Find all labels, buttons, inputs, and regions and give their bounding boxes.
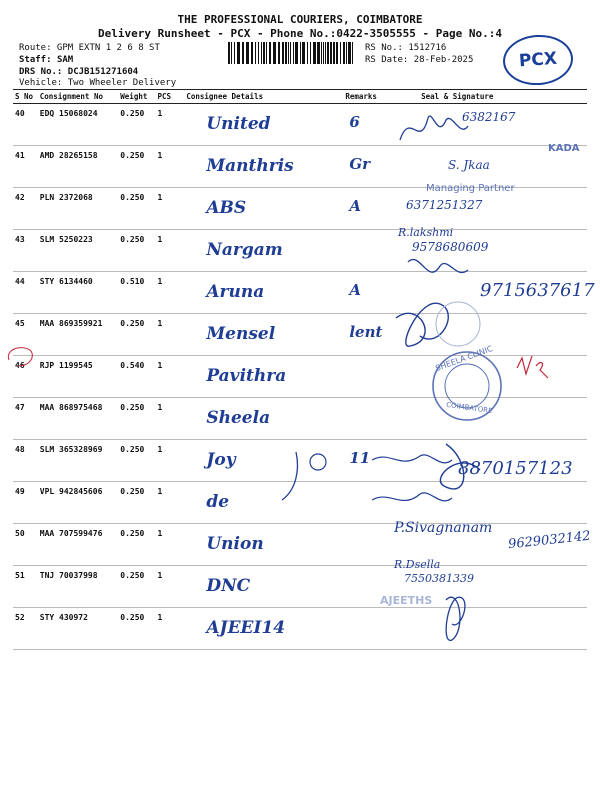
cell-seal-signature [401,314,587,356]
barcode-bar [258,42,259,64]
table-row [13,230,587,272]
barcode-bar [323,42,324,64]
cell-consignee-details [184,608,343,650]
cell-remarks [343,188,401,230]
cell-pcs: 1 [155,314,184,356]
runsheet-table [13,89,587,650]
header-remarks: Remarks [343,90,401,104]
cell-consignee-details [184,566,343,608]
cell-sno: 49 [13,482,38,524]
barcode-bar [321,42,322,64]
table-row [13,146,587,188]
cell-remarks [343,272,401,314]
consignee-handwriting: DNC [206,576,251,596]
remark-handwriting: A [349,281,361,299]
barcode-bar [317,42,320,64]
header-weight: Weight [118,90,155,104]
barcode-bar [327,42,329,64]
barcode-bar [234,42,235,64]
cell-remarks [343,398,401,440]
header-seal-signature: Seal & Signature [401,90,587,104]
cell-pcs: 1 [155,482,184,524]
barcode-bar [300,42,301,64]
cell-weight: 0.250 [118,440,155,482]
table-row [13,482,587,524]
table-row [13,314,587,356]
barcode-bar [333,42,335,64]
cell-pcs: 1 [155,104,184,146]
cell-weight: 0.250 [118,314,155,356]
cell-weight: 0.510 [118,272,155,314]
barcode-bar [348,42,351,64]
cell-seal-signature [401,608,587,650]
remark-handwriting: lent [349,323,383,341]
cell-consignment-no: RJP 1199545 [38,356,119,398]
clinic-stamp-name: SHEELA CLINIC [434,343,494,374]
signature-row43: R.lakshmi [398,226,454,239]
barcode-bar [346,42,347,64]
cell-remarks [343,230,401,272]
cell-weight: 0.250 [118,146,155,188]
clinic-stamp-city: COIMBATORE [445,400,493,416]
cell-sno: 50 [13,524,38,566]
cell-pcs: 1 [155,356,184,398]
barcode-image [228,42,356,64]
barcode-bar [310,42,311,64]
consignee-handwriting: Aruna [206,282,265,302]
barcode-bar [251,42,253,64]
cell-remarks [343,104,401,146]
cell-consignee-details [184,398,343,440]
signature-row50: P.Sivagnanam [394,520,493,536]
runsheet-subtitle: Delivery Runsheet - PCX - Phone No.:0422-3505555 - Page No.:4 [98,27,502,40]
table-row [13,398,587,440]
cell-remarks [343,314,401,356]
cell-sno: 45 [13,314,38,356]
managing-partner-stamp: Managing Partner [426,183,515,194]
cell-consignee-details [184,230,343,272]
cell-consignee-details [184,188,343,230]
phone-row49: 8870157123 [458,458,573,479]
barcode-bar [293,42,294,64]
cell-sno: 47 [13,398,38,440]
cell-pcs: 1 [155,230,184,272]
barcode-bar [269,42,271,64]
remark-handwriting: 6 [349,113,360,131]
cell-remarks [343,356,401,398]
header-consignee-details: Consignee Details [184,90,343,104]
cell-pcs: 1 [155,440,184,482]
phone-row43: 9578680609 [412,240,489,254]
cell-consignment-no: TNJ 70037998 [38,566,119,608]
barcode-bar [302,42,305,64]
header-sno: S No [13,90,38,104]
consignee-handwriting: Mensel [206,324,276,344]
consignee-handwriting: ABS [206,198,247,218]
cell-consignment-no: MAA 868975468 [38,398,119,440]
rs-date: RS Date: 28-Feb-2025 [365,55,474,65]
barcode-bar [290,42,291,64]
phone-row44: 9715637617 [480,280,595,301]
cell-consignment-no: SLM 365328969 [38,440,119,482]
cell-consignment-no: STY 430972 [38,608,119,650]
table-row [13,356,587,398]
cell-weight: 0.250 [118,566,155,608]
consignee-handwriting: Joy [206,450,236,470]
cell-weight: 0.250 [118,104,155,146]
consignee-handwriting: Sheela [206,408,271,428]
cell-consignee-details [184,440,343,482]
cell-remarks [343,146,401,188]
cell-consignee-details [184,272,343,314]
barcode-bar [313,42,316,64]
staff-label: Staff: [19,55,52,65]
cell-consignment-no: VPL 942845606 [38,482,119,524]
cell-weight: 0.250 [118,482,155,524]
cell-consignee-details [184,146,343,188]
barcode-bar [343,42,345,64]
cell-sno: 51 [13,566,38,608]
consignee-handwriting: de [206,492,230,512]
cell-remarks [343,440,401,482]
barcode-bar [228,42,230,64]
barcode-bar [352,42,353,64]
phone-row40: 6382167 [462,110,516,124]
barcode-bar [282,42,284,64]
table-row [13,608,587,650]
cell-pcs: 1 [155,146,184,188]
cell-weight: 0.250 [118,524,155,566]
cell-weight: 0.250 [118,230,155,272]
barcode-bar [295,42,298,64]
table-row [13,524,587,566]
consignee-handwriting: Pavithra [206,366,287,386]
cell-sno: 52 [13,608,38,650]
cell-weight: 0.250 [118,608,155,650]
cell-consignment-no: PLN 2372068 [38,188,119,230]
barcode-bar [273,42,276,64]
consignee-handwriting: Union [206,534,264,554]
cell-weight: 0.540 [118,356,155,398]
barcode-bar [288,42,289,64]
cell-sno: 44 [13,272,38,314]
header-pcs: PCS [155,90,184,104]
signature-row51: R.Dsella [394,558,441,571]
barcode-bar [231,42,232,64]
vehicle-text: Vehicle: Two Wheeler Delivery [19,78,177,88]
cell-sno: 48 [13,440,38,482]
barcode-bar [330,42,332,64]
cell-remarks [343,524,401,566]
barcode-bar [340,42,341,64]
pcx-stamp: PCX [501,33,574,88]
cell-consignee-details [184,524,343,566]
cell-weight: 0.250 [118,188,155,230]
cell-sno: 42 [13,188,38,230]
staff-line [19,54,73,66]
cell-remarks [343,608,401,650]
company-title: THE PROFESSIONAL COURIERS, COIMBATORE [177,13,423,26]
cell-consignment-no: SLM 5250223 [38,230,119,272]
barcode-bar [285,42,287,64]
cell-remarks [343,482,401,524]
cell-sno: 43 [13,230,38,272]
cell-consignee-details [184,482,343,524]
cell-consignment-no: EDQ 15068024 [38,104,119,146]
phone-row51: 7550381339 [404,572,474,585]
consignee-handwriting: Manthris [206,156,294,176]
cell-pcs: 1 [155,272,184,314]
consignee-handwriting: Nargam [206,240,283,260]
barcode-bar [242,42,244,64]
phone-row42: 6371251327 [406,198,483,212]
barcode-bar [255,42,256,64]
barcode-bar [336,42,338,64]
cell-consignee-details [184,104,343,146]
cell-consignment-no: MAA 869359921 [38,314,119,356]
remark-handwriting: Gr [349,155,371,173]
drs-label: DRS No.: [19,67,63,77]
table-row [13,566,587,608]
cell-seal-signature [401,482,587,524]
consignee-handwriting: AJEEI14 [206,618,286,638]
barcode-bar [237,42,240,64]
cell-pcs: 1 [155,608,184,650]
header-consignment: Consignment No [38,90,119,104]
barcode-bar [325,42,326,64]
barcode-bar [266,42,267,64]
cell-sno: 46 [13,356,38,398]
barcode-bar [307,42,308,64]
cell-pcs: 1 [155,188,184,230]
cell-consignee-details [184,356,343,398]
kada-stamp-text: KADA [548,143,580,154]
cell-consignment-no: STY 6134460 [38,272,119,314]
signature-row41: S. Jkaa [448,158,490,172]
cell-consignment-no: AMD 28265158 [38,146,119,188]
phone-row50: 9629032142 [507,528,592,553]
cell-sno: 41 [13,146,38,188]
cell-consignee-details [184,314,343,356]
drs-value: DCJB151271604 [67,67,139,77]
cell-pcs: 1 [155,566,184,608]
rs-number: RS No.: 1512716 [365,43,447,53]
barcode-bar [261,42,262,64]
cell-pcs: 1 [155,398,184,440]
route-text: Route: GPM EXTN 1 2 6 8 ST [19,43,160,53]
consignee-handwriting: United [206,114,271,134]
barcode-bar [246,42,249,64]
remark-handwriting: A [349,197,361,215]
cell-sno: 40 [13,104,38,146]
cell-pcs: 1 [155,524,184,566]
remark-handwriting: 11 [349,449,371,467]
cell-weight: 0.250 [118,398,155,440]
barcode-bar [263,42,265,64]
cell-consignment-no: MAA 707599476 [38,524,119,566]
barcode-bar [278,42,280,64]
staff-value: SAM [56,55,74,65]
ajeeths-stamp: AJEETHS [380,594,433,607]
cell-seal-signature [401,398,587,440]
cell-seal-signature [401,356,587,398]
table-header-row [13,90,587,104]
